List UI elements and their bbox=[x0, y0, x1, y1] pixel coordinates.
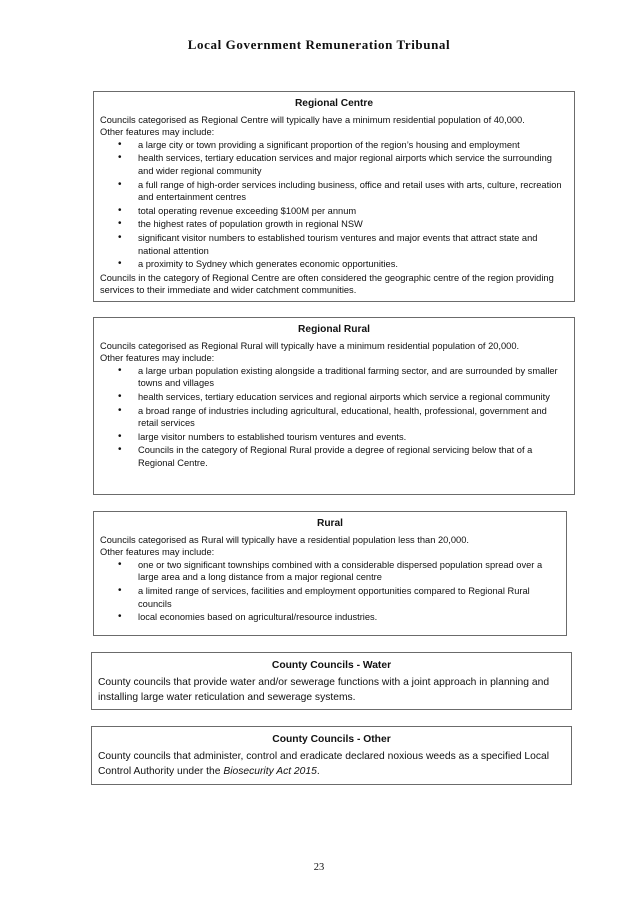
list-item: • Councils in the category of Regional Rural provide a degree of regional servicing below that of a Regional Centre. bbox=[138, 444, 568, 469]
rural-box bbox=[93, 511, 567, 636]
list-item: • a limited range of services, facilities and employment opportunities compared to Regional Rural councils bbox=[138, 585, 560, 610]
list-item: • a large urban population existing alongside a traditional farming sector, and are surrounded by smaller towns and villages bbox=[138, 365, 568, 390]
regional-centre-title: Regional Centre bbox=[294, 98, 374, 109]
county-other-text-after: . bbox=[316, 766, 320, 777]
regional-rural-list bbox=[100, 365, 568, 470]
list-item: • a large city or town providing a significant proportion of the region’s housing and employment bbox=[138, 139, 568, 152]
regional-rural-intro: Councils categorised as Regional Rural will typically have a minimum residential population of 20,000. bbox=[100, 340, 520, 351]
regional-rural-title: Regional Rural bbox=[298, 324, 370, 335]
list-item: • one or two significant townships combined with a considerable dispersed population spread over a large area and a long distance from a major regional centre bbox=[138, 559, 560, 584]
regional-centre-list bbox=[100, 139, 568, 271]
regional-rural-box bbox=[93, 317, 575, 495]
county-other-box bbox=[91, 726, 572, 785]
list-item: • a proximity to Sydney which generates economic opportunities. bbox=[138, 258, 568, 271]
county-other-text-before: County councils that administer, control and eradicate declared noxious weeds as a specified Local Control Authority under the bbox=[98, 751, 550, 777]
list-item: • large visitor numbers to established tourism ventures and events. bbox=[138, 431, 568, 444]
rural-title: Rural bbox=[316, 518, 344, 529]
list-item: • health services, tertiary education services and regional airports which service a regional community bbox=[138, 391, 568, 404]
list-item: • a broad range of industries including agricultural, educational, health, professional, government and retail services bbox=[138, 405, 568, 430]
list-item: • the highest rates of population growth in regional NSW bbox=[138, 218, 568, 231]
list-item: • a full range of high-order services including business, office and retail uses with arts, culture, recreation and entertainment centres bbox=[138, 179, 568, 204]
page-number: 23 bbox=[313, 862, 325, 873]
regional-centre-features-label: Other features may include: bbox=[100, 127, 215, 138]
county-water-text: County councils that provide water and/or sewerage functions with a joint approach in planning and installing large water reticulation and sewerage systems. bbox=[98, 677, 550, 703]
list-item: • local economies based on agricultural/resource industries. bbox=[138, 611, 560, 624]
regional-rural-features-label: Other features may include: bbox=[100, 353, 215, 364]
list-item: • total operating revenue exceeding $100M per annum bbox=[138, 205, 568, 218]
list-item: • health services, tertiary education services and major regional airports which service the surrounding and wider regional community bbox=[138, 152, 568, 177]
county-water-title: County Councils - Water bbox=[271, 660, 392, 671]
county-other-title: County Councils - Other bbox=[272, 734, 391, 745]
regional-centre-intro: Councils categorised as Regional Centre will typically have a minimum residential population of 40,000. bbox=[100, 114, 525, 125]
page-header: Local Government Remuneration Tribunal bbox=[187, 37, 451, 52]
regional-centre-outro: Councils in the category of Regional Centre are often considered the geographic centre of the region providing services to their immediate and wider catchment communities. bbox=[100, 272, 554, 296]
act-name: Biosecurity Act 2015 bbox=[223, 766, 317, 777]
list-item: • significant visitor numbers to established tourism ventures and major events that attract state and national attention bbox=[138, 232, 568, 257]
county-other-text bbox=[98, 749, 565, 779]
rural-list bbox=[100, 559, 560, 624]
rural-intro: Councils categorised as Rural will typically have a residential population less than 20,000. bbox=[100, 534, 469, 545]
regional-centre-box bbox=[93, 91, 575, 302]
county-water-box bbox=[91, 652, 572, 710]
rural-features-label: Other features may include: bbox=[100, 547, 215, 558]
